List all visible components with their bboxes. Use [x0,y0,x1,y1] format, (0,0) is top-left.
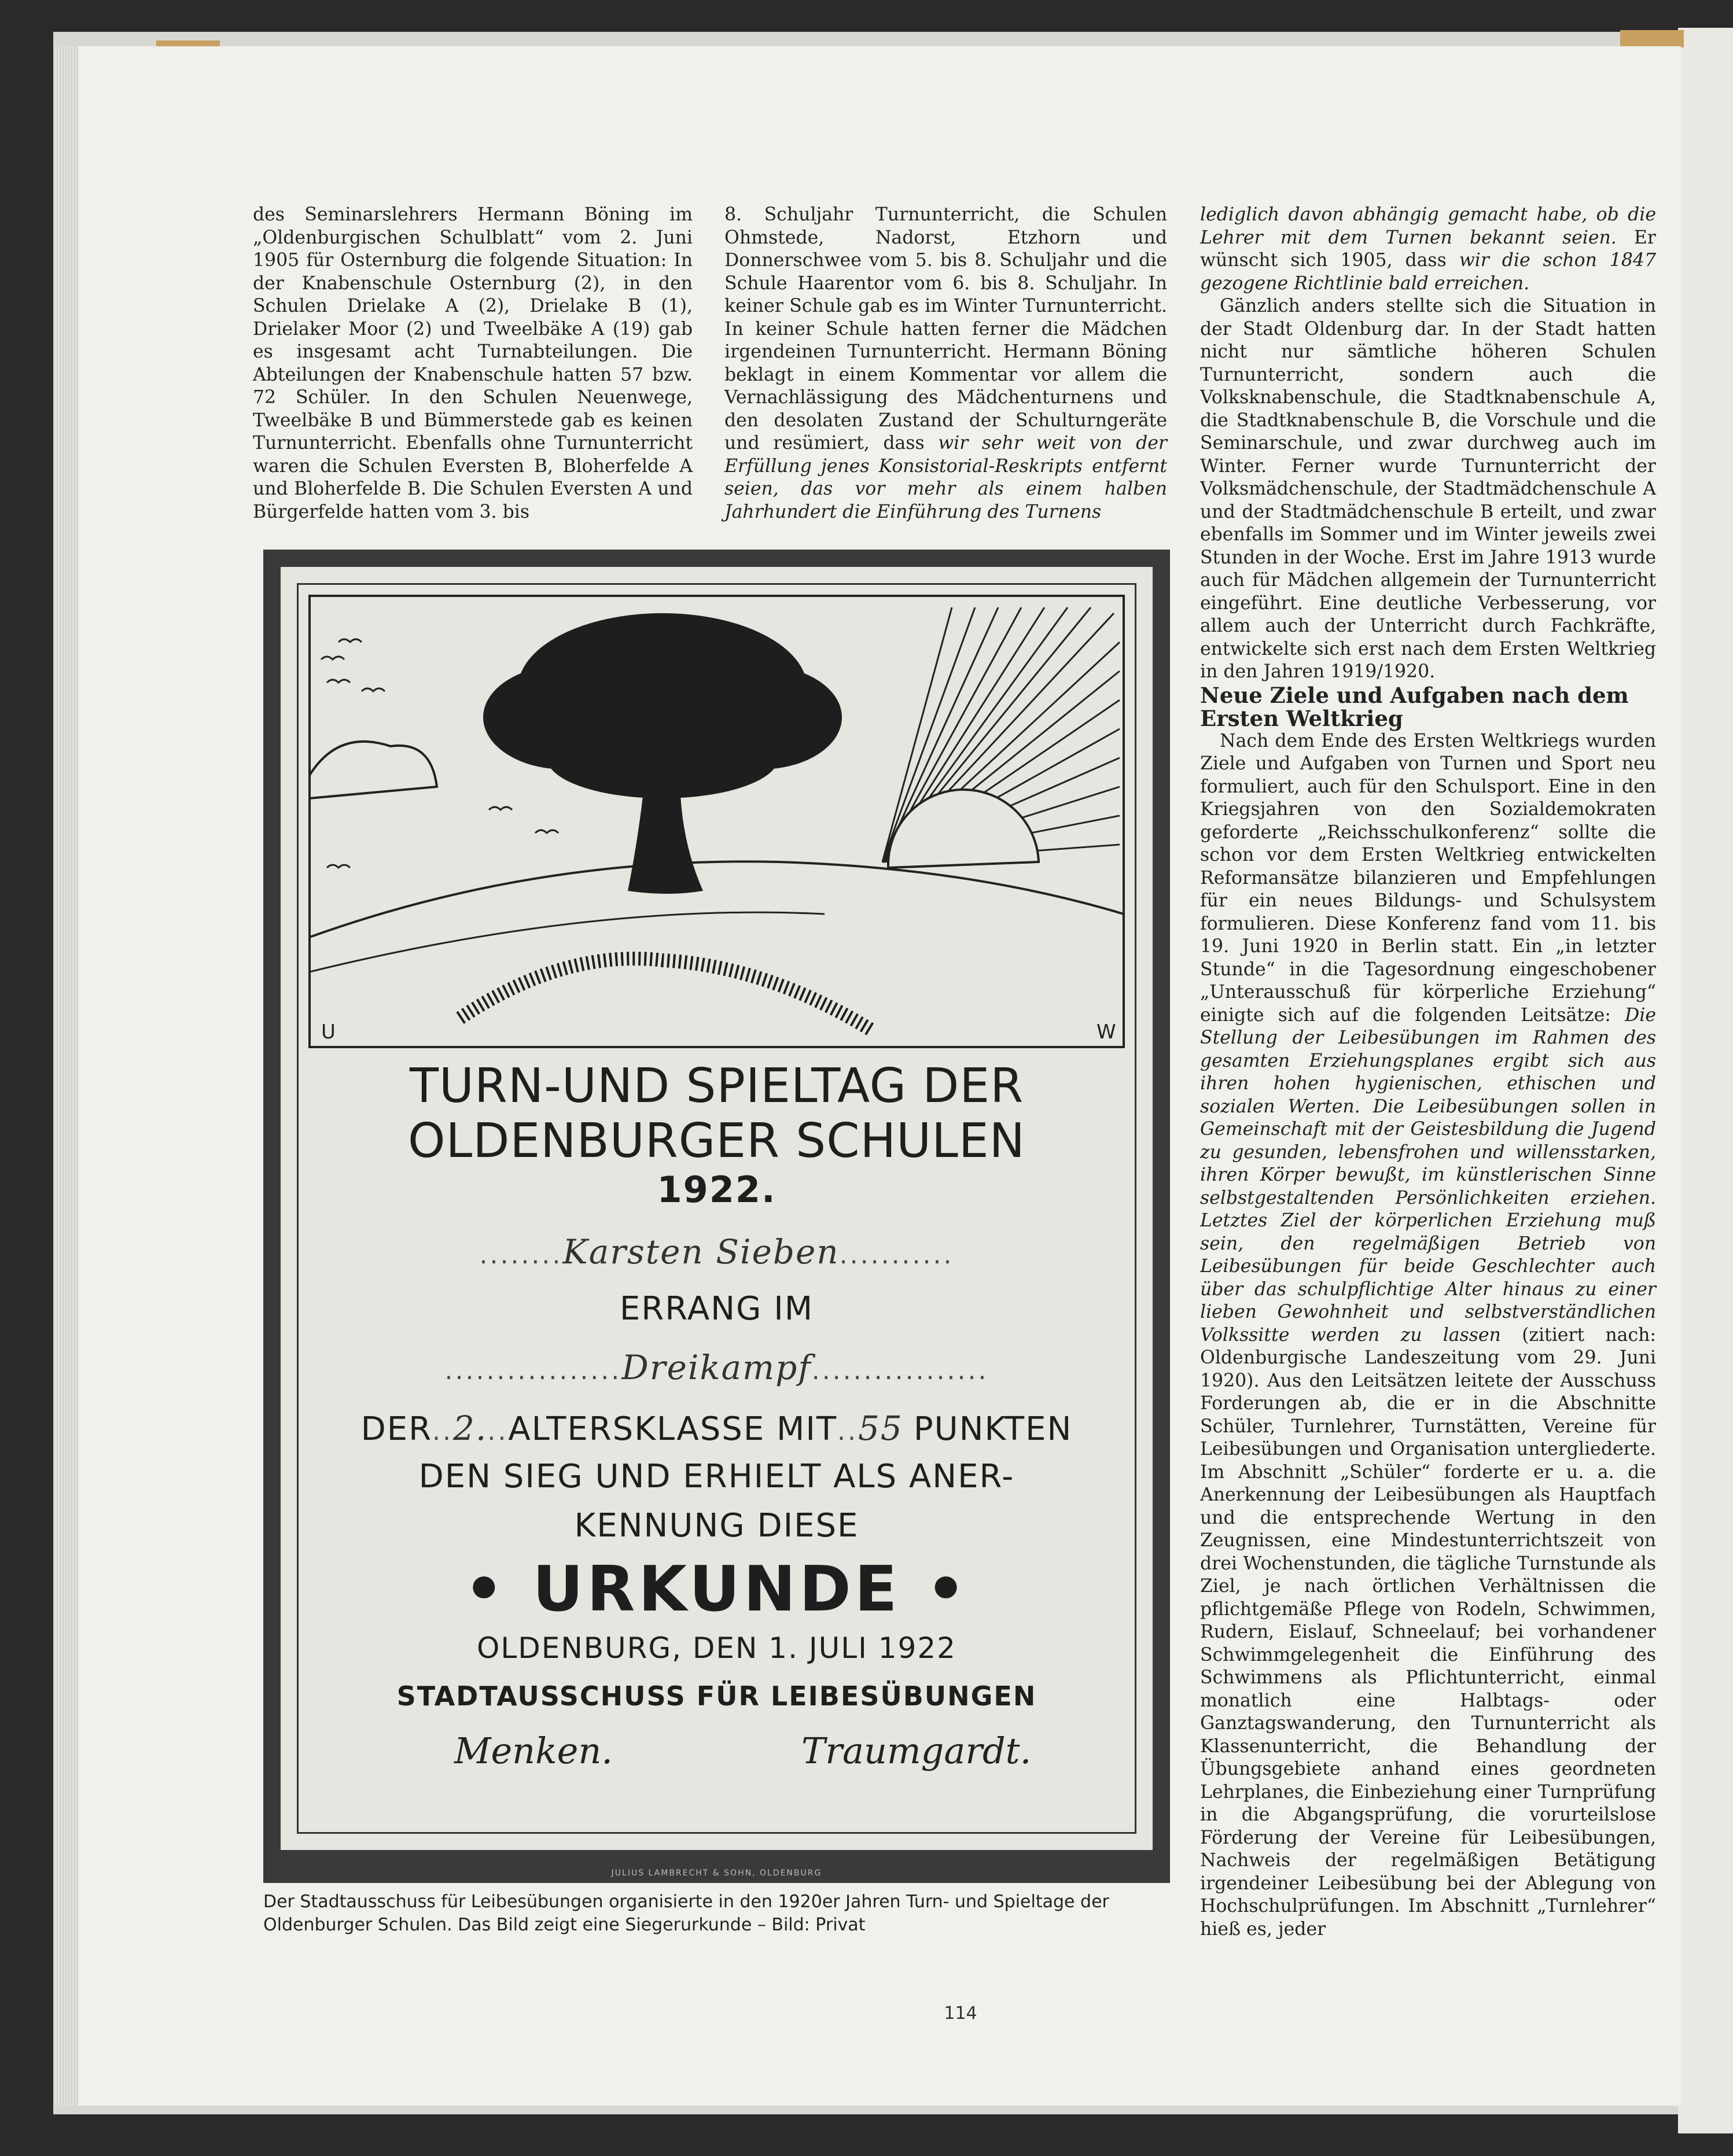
event-name: Dreikampf [621,1348,812,1387]
signature-right: Traumgardt. [801,1730,1032,1772]
corner-letter-right: W [1097,1020,1116,1044]
dotted-fill: .. [432,1417,454,1446]
paragraph: des Seminarslehrers Hermann Böning im „Oldenburgischen Schulblatt“ vom 2. Juni 1905 für Osternburg die folgende Situation: In der Knabenschule Osternburg (2), in den Schulen Drielake A (2), Drielake B (1), Drielaker Moor (2) und Tweelbäke A (19) gab es insgesamt acht Turnabteilungen. Die Abteilungen der Knabenschule hatten 57 bzw. 72 Schüler. In den Schulen Neuenwege, Tweelbäke B und Bümmerstede gab es keinen Turnunterricht. Ebenfalls ohne Turnunterricht waren die Schulen Eversten B, Bloherfelde A und Bloherfelde B. Die Schulen Eversten A und Bürgerfelde hatten vom 3. bis [253,204,693,522]
quote-italic: wir die schon 1847 gezogene Richtlinie bald erreichen. [1200,250,1656,294]
class-line [304,1409,1129,1448]
certificate-year: 1922. [657,1169,777,1211]
figure-caption: Der Stadtausschuss für Leibesübungen organisierte in den 1920er Jahren Turn- und Spieltage der Oldenburger Schulen. Das Bild zeigt eine Siegerurkunde – Bild: Privat [263,1892,1109,1935]
text-column-2 [724,204,1167,524]
text-column-1 [253,204,693,524]
text-punkten: PUNKTEN [913,1410,1073,1448]
paragraph [724,204,1167,524]
text-der: DER [360,1410,433,1448]
certificate [281,567,1153,1850]
certificate-title-line1: TURN-UND SPIELTAG DER [409,1059,1024,1114]
text-altersklasse: ALTERSKLASSE MIT [508,1410,838,1448]
certificate-figure [263,550,1170,1883]
certificate-title-line2: OLDENBURGER SCHULEN [408,1114,1025,1169]
paragraph: Gänzlich anders stellte sich die Situation in der Stadt Oldenburg dar. In der Stadt hatten nicht nur sämtliche höheren Schulen Turnunterricht, sondern auch die Volksknabenschule, die Stadtknabenschule A, die Stadtknabenschule B, die Vorschule und die Seminarschule, und zwar durchweg auch im Winter. Ferner wurde Turnunterricht der Volksmädchenschule, der Stadtmädchenschule A und der Stadtmädchenschule B erteilt, und zwar ebenfalls im Sommer und im Winter jeweils zwei Stunden in der Woche. Erst im Jahre 1913 wurde auch für Mädchen allgemein der Turnunterricht eingeführt. Eine deutliche Verbesserung, vor allem auch der Unterricht durch Fachkräfte, entwickelte sich erst nach dem Ersten Weltkrieg in den Jahren 1919/1920. [1200,296,1656,682]
quote-italic: wir sehr weit von der Erfüllung jenes Konsistorial-Reskripts entfernt seien, das vor mehr als einem halben Jahrhundert die Einführung des Turnens [724,433,1167,522]
dotted-fill: ........ [479,1240,563,1270]
recipient-name: Karsten Sieben [562,1232,840,1272]
dotted-fill: ................. [444,1356,622,1385]
name-line [304,1232,1129,1272]
gold-edge-right [1620,30,1684,47]
age-class: 2. [453,1409,488,1448]
certificate-kennung-line: KENNUNG DIESE [574,1507,859,1545]
paragraph [1200,730,1656,1941]
book-edge-right [1678,28,1733,2133]
certificate-sieg-line: DEN SIEG UND ERHIELT ALS ANER- [418,1458,1015,1495]
dotted-fill: .. [487,1417,509,1446]
points: 55 [858,1409,903,1448]
event-line [304,1348,1129,1387]
quote-italic: Die Stellung der Leibesübungen im Rahmen des gesamten Erziehungsplanes ergibt sich aus ihren hohen hygienischen, ethischen und sozialen Werten. Die Leibesübungen sollen in Gemeinschaft mit der Geistesbildung die Jugend zu gesunden, lebensfrohen und willensstarken, ihren Körper bewußt, im künstlerischen Sinne selbstgestaltenden Persönlichkeiten erziehen. Letztes Ziel der körperlichen Erziehung muß sein, den regelmäßigen Betrieb von Leibesübungen für beide Geschlechter auch über das schulpflichtige Alter hinaus zu einer lieben Gewohnheit und selbstverständlichen Volkssitte werden zu lassen [1200,1004,1656,1346]
paragraph [1200,204,1656,295]
text-column-3 [1200,204,1656,1941]
printer-imprint: JULIUS LAMBRECHT & SOHN, OLDENBURG [611,1868,822,1878]
page-stack [55,46,78,2106]
corner-letter-left: U [321,1020,336,1044]
page-number: 114 [944,2003,977,2024]
certificate-urkunde: • URKUNDE • [463,1553,970,1626]
certificate-date: OLDENBURG, DEN 1. JULI 1922 [477,1631,956,1665]
dotted-fill: ................. [811,1356,989,1385]
signature-left: Menken. [454,1730,613,1772]
tree-sun-illustration [304,590,1129,1053]
dotted-fill: .. [837,1417,859,1446]
paragraph-text: Nach dem Ende des Ersten Weltkriegs wurden Ziele und Aufgaben von Turnen und Sport neu formuliert, auch für den Schulsport. Eine in den Kriegsjahren von den Sozialdemokraten geforderte „Reichsschulkonferenz“ sollte die schon vor dem Ersten Weltkrieg entwickelten Reformansätze bilanzieren und Empfehlungen für ein neues Bildungs- und Schulsystem formulieren. Diese Konferenz fand vom 11. bis 19. Juni 1920 in Berlin statt. Ein „in letzter Stunde“ in die Tagesordnung eingeschobener „Unterausschuß für körperliche Erziehung“ einigte sich auf die folgenden Leitsätze: [1200,730,1656,1026]
quote-italic: lediglich davon abhängig gemacht habe, ob die Lehrer mit dem Turnen bekannt seien. [1200,204,1656,248]
paragraph-text: (zitiert nach: Oldenburgische Landeszeitung vom 29. Juni 1920). Aus den Leitsätzen leitete der Ausschuss Forderungen ab, die er in die Abschnitte Schüler, Turnlehrer, Turnstätten, Vereine für Leibesübungen und Organisation untergliederte. Im Abschnitt „Schüler“ forderte er u. a. die Anerkennung der Leibesübungen als Hauptfach und die entsprechende Wertung in den Zeugnissen, eine Mindestunterrichtszeit von drei Wochenstunden, die tägliche Turnstunde als Ziel, je nach örtlichen Verhältnissen die pflichtgemäße Pflege von Rodeln, Schwimmen, Rudern, Eislauf, Schneelauf; bei vorhandener Schwimmgelegenheit die Einführung des Schwimmens als Pflichtunterricht, einmal monatlich eine Halbtags- oder Ganztagswanderung, den Turnunterricht als Klassenunterricht, die Behandlung der Übungsgebiete anhand eines geordneten Lehrplanes, die Einbeziehung einer Turnprüfung in die Abgangsprüfung, die vorurteilslose Förderung der Vereine für Leibesübungen, Nachweis der regelmäßigen Betätigung irgendeiner Leibesübung bei der Ablegung von Hochschulprüfungen. Im Abschnitt „Turnlehrer“ hieß es, jeder [1200,1324,1656,1940]
dotted-fill: ........... [839,1240,954,1270]
certificate-errang: ERRANG IM [619,1290,814,1328]
certificate-committee: STADTAUSSCHUSS FÜR LEIBESÜBUNGEN [396,1680,1037,1712]
paragraph-text: Er wünscht sich 1905, dass [1200,227,1656,271]
paragraph-text: 8. Schuljahr Turnunterricht, die Schulen Ohmstede, Nadorst, Etzhorn und Donnerschwee vom 5. bis 8. Schuljahr und die Schule Haarentor vom 6. bis 8. Schuljahr. In keiner Schule gab es im Winter Turnunterricht. In keiner Schule hatten ferner die Mädchen irgendeinen Turnunterricht. Hermann Böning beklagt in einem Kommentar vor allem die Vernachlässigung des Mädchenturnens und den desolaten Zustand der Schulturngeräte und resümiert, dass [724,204,1167,454]
dotted-fill [903,1417,914,1446]
section-heading: Neue Ziele und Aufgaben nach dem Ersten Weltkrieg [1200,682,1629,731]
